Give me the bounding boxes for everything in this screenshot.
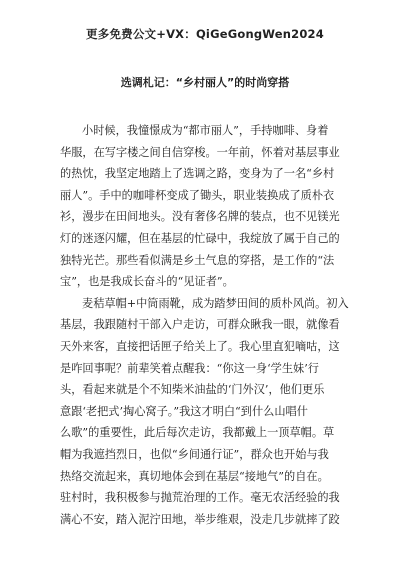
text-line: 衫，漫步在田间地头。没有奢侈名牌的装点，也不见镁光 <box>60 210 340 224</box>
text-line: 麦秸草帽+中筒雨靴，成为踏梦田间的质朴风尚。初入 <box>82 296 349 310</box>
text-line: 天外来客，直接把话匣子给关上了。我心里直犯嘀咕，这 <box>60 339 340 353</box>
text-line: 么歌”的重要性，此后每次走访，我都戴上一顶草帽。草 <box>60 426 335 440</box>
text-line: 灯的迷逐闪耀，但在基层的忙碌中，我绽放了属于自己的 <box>60 231 340 245</box>
document-body <box>60 120 354 530</box>
text-line: 丽人”。手中的咖啡杯变成了锄头，职业装换成了质朴衣 <box>60 188 335 202</box>
paragraph-2 <box>60 293 354 531</box>
text-line: 华服，在写字楼之间自信穿梭。一年前，怀着对基层事业 <box>60 145 340 159</box>
document-title: 选调札记：“乡村丽人”的时尚穿搭 <box>120 76 290 89</box>
text-line: 独特光芒。那些看似满是乡土气息的穿搭，是工作的“法 <box>60 253 335 267</box>
text-line: 热络交流起来，真切地体会到在基层“接地气”的自在。 <box>60 469 329 483</box>
text-line: 基层，我跟随村干部入户走访，可群众瞅我一眼，就像看 <box>60 318 340 332</box>
text-line: 是咋回事呢？前辈笑着点醒我：“你这一身‘学生妹’行 <box>60 361 319 375</box>
text-line: 意跟‘老把式’掏心窝子。”我这才明白“到什么山唱什 <box>60 404 308 418</box>
text-line: 驻村时，我积极参与抛荒治理的工作。毫无农活经验的我 <box>60 491 340 505</box>
text-line: 头，看起来就是个不知柴米油盐的‘门外汉’，他们更乐 <box>60 383 325 397</box>
text-line: 的热忱，我坚定地踏上了选调之路，变身为了一名“乡村 <box>60 167 335 181</box>
text-line: 小时候，我憧憬成为“都市丽人”，手持咖啡、身着 <box>82 124 329 137</box>
paragraph-1 <box>60 120 354 293</box>
text-line: 帽为我遮挡烈日，也似“乡间通行证”，群众也开始与我 <box>60 447 329 461</box>
text-line: 满心不安，踏入泥泞田地，举步维艰，没走几步就摔了跤 <box>60 512 340 526</box>
text-line: 宝”，也是我成长奋斗的“见证者”。 <box>60 275 234 289</box>
promo-header: 更多免费公文+VX：QiGeGongWen2024 <box>86 27 324 41</box>
